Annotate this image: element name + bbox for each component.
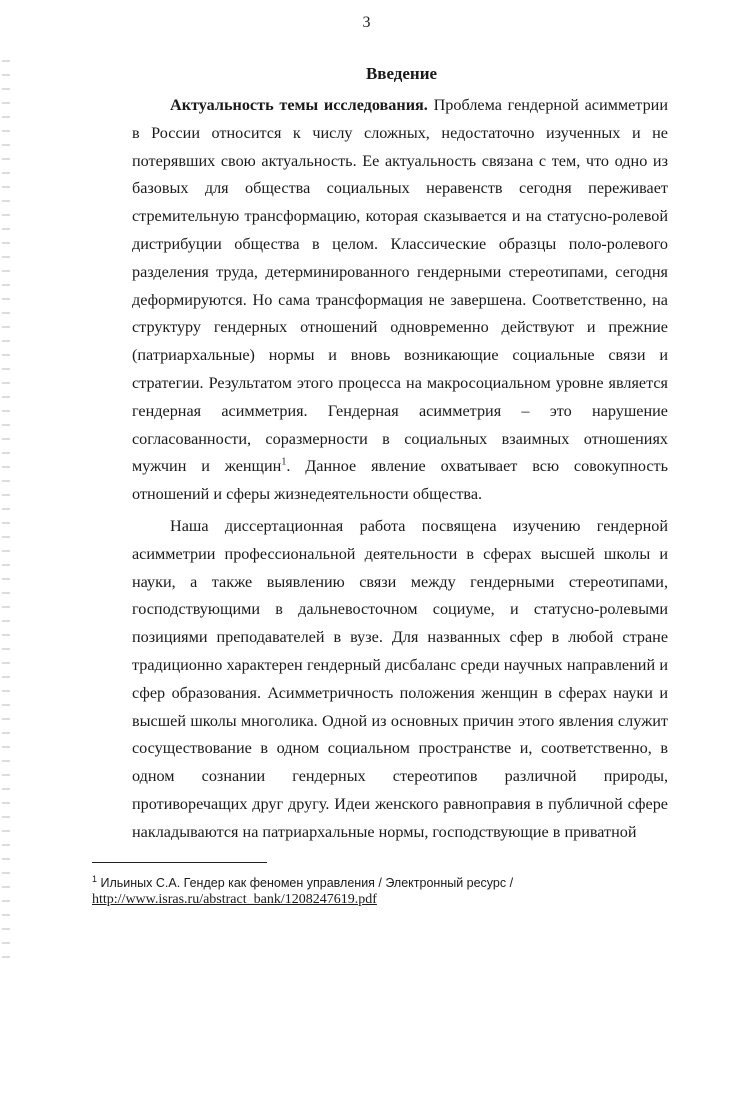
paragraph-2: [132, 513, 668, 847]
paragraph-lead: Актуальность темы исследования.: [170, 96, 428, 114]
footnote-text: Ильиных С.А. Гендер как феномен управления / Электронный ресурс /: [97, 876, 514, 890]
scan-margin-specks: [2, 60, 10, 960]
paragraph-1-tail: . Данное явление охватывает всю совокупность отношений и сферы жизнедеятельности общества.: [132, 457, 668, 504]
paragraph-1: [132, 92, 668, 509]
page-number: 3: [362, 14, 371, 31]
footnote-mark: 1: [92, 873, 98, 884]
body-text: [132, 92, 668, 847]
footnote: [92, 875, 652, 908]
footnote-reference: 1: [281, 456, 287, 468]
section-heading: Введение: [365, 64, 438, 83]
paragraph-1-text: Проблема гендерной асимметрии в России относится к числу сложных, недостаточно изученных и не потерявших свою актуальность. Ее актуальность связана с тем, что одно из базовых для общества социальных неравенств сегодня переживает стремительную трансформацию, которая сказывается и на статусно-ролевой дистрибуции общества в целом. Классические образцы поло-ролевого разделения труда, детерминированного гендерными стереотипами, сегодня деформируются. Но сама трансформация не завершена. Соответственно, на структуру гендерных отношений одновременно действуют и прежние (патриархальные) нормы и вновь возникающие социальные связи и стратегии. Результатом этого процесса на макросоциальном уровне является гендерная асимметрия. Гендерная асимметрия – это нарушение согласованности, соразмерности в социальных взаимных отношениях мужчин и женщин: [132, 96, 668, 476]
footnote-link[interactable]: http://www.isras.ru/abstract_bank/1208247619.pdf: [92, 892, 377, 907]
paragraph-2-text: Наша диссертационная работа посвящена изучению гендерной асимметрии профессиональной деятельности в сферах высшей школы и науки, а также выявлению связи между гендерными стереотипами, господствующими в дальневосточном социуме, и статусно-ролевыми позициями преподавателей в вузе. Для названных сфер в любой стране традиционно характерен гендерный дисбаланс среди научных направлений и сфер образования. Асимметричность положения женщин в сферах науки и высшей школы многолика. Одной из основных причин этого явления служит сосуществование в одном социальном пространстве и, соответственно, в одном сознании гендерных стереотипов различной природы, противоречащих друг другу. Идеи женского равноправия в публичной сфере накладываются на патриархальные нормы, господствующие в приватной: [132, 516, 668, 841]
footnote-separator: [92, 862, 267, 863]
